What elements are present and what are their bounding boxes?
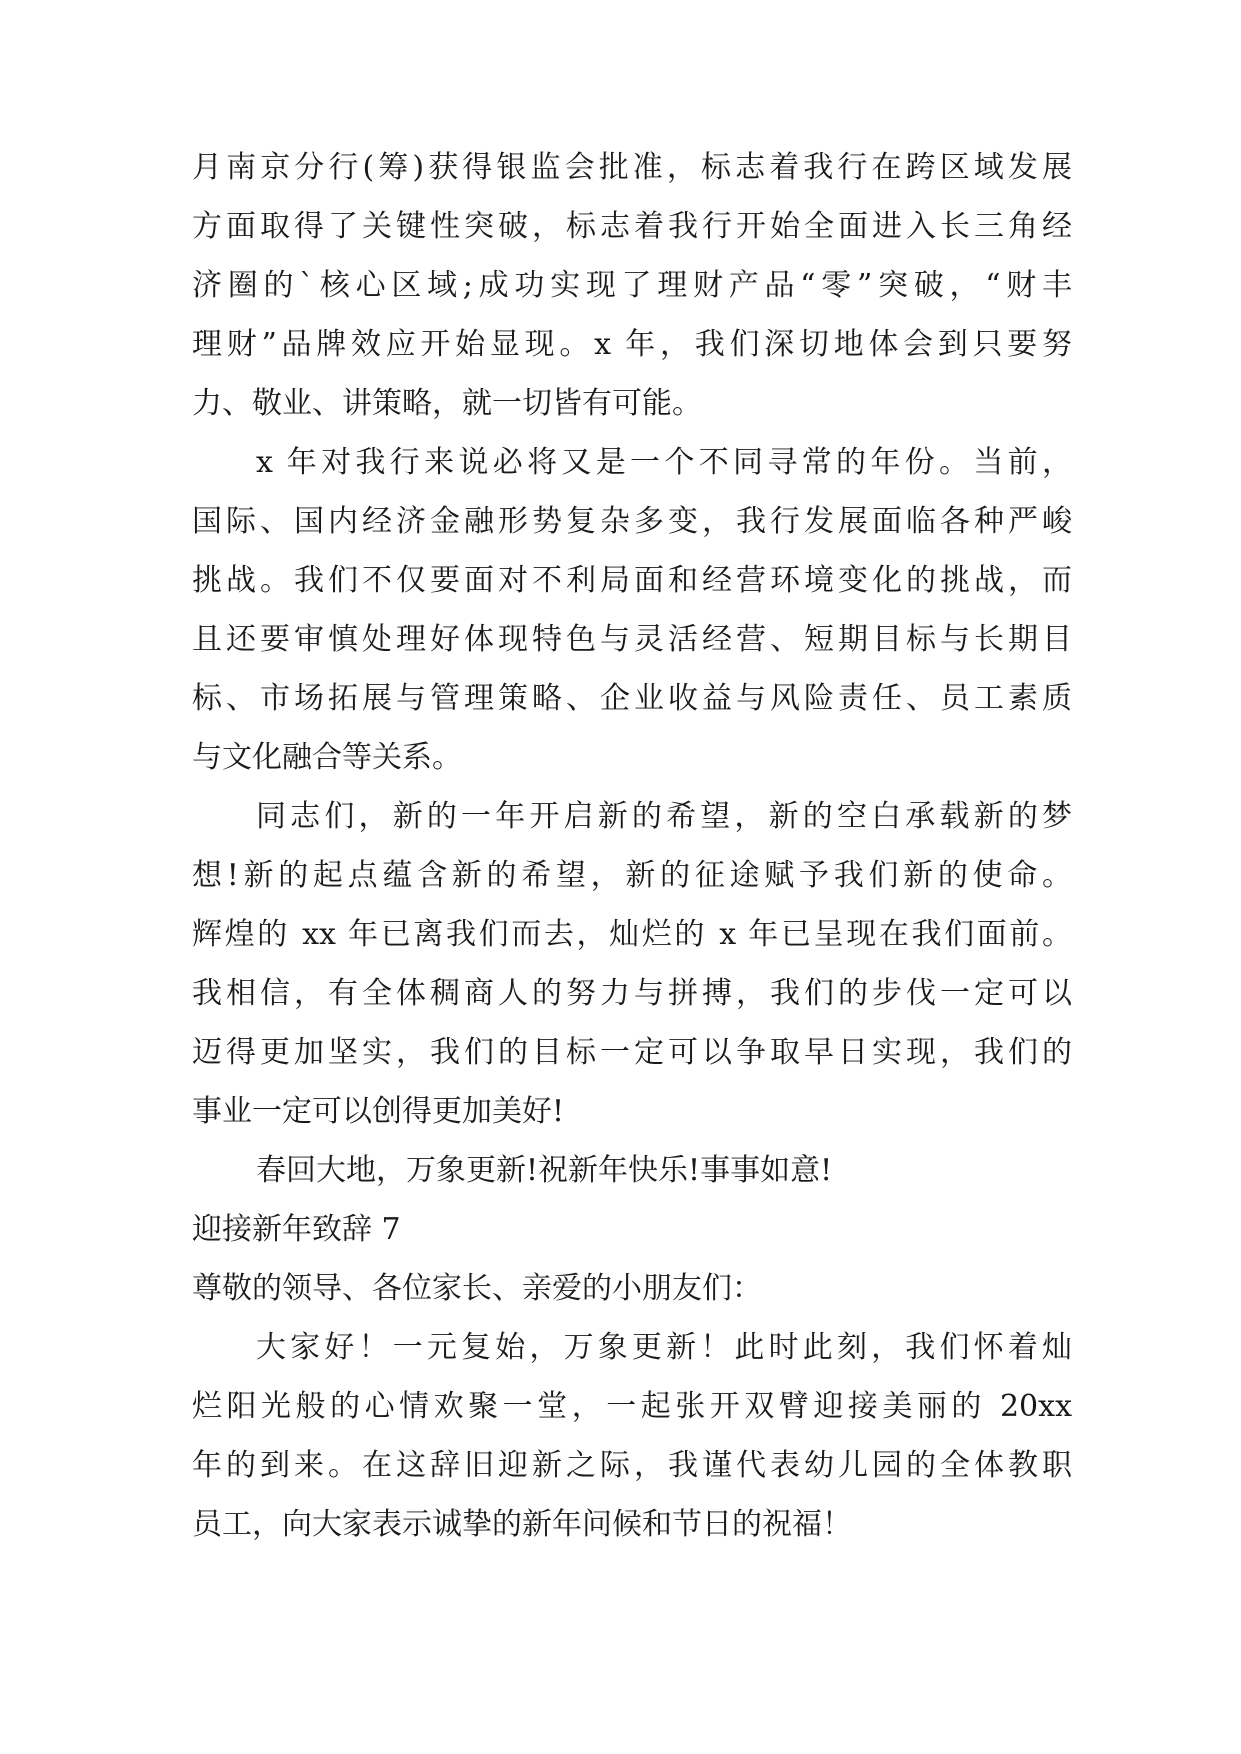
paragraph-2-line-4: 且还要审慎处理好体现特色与灵活经营、短期目标与长期目 bbox=[192, 622, 1072, 657]
paragraph-1-line-4: 理财”品牌效应开始显现。x 年，我们深切地体会到只要努 bbox=[192, 327, 1072, 362]
paragraph-1-line-5: 力、敬业、讲策略，就一切皆有可能。 bbox=[192, 386, 702, 421]
paragraph-2-line-6: 与文化融合等关系。 bbox=[192, 740, 462, 775]
paragraph-3-line-3: 辉煌的 xx 年已离我们而去，灿烂的 x 年已呈现在我们面前。 bbox=[192, 917, 1072, 952]
paragraph-5-line-1: 大家好！一元复始，万象更新！此时此刻，我们怀着灿 bbox=[256, 1330, 1072, 1365]
paragraph-4: 春回大地，万象更新!祝新年快乐!事事如意! bbox=[256, 1153, 833, 1188]
paragraph-1-line-2: 方面取得了关键性突破，标志着我行开始全面进入长三角经 bbox=[192, 209, 1072, 244]
paragraph-2-line-1: x 年对我行来说必将又是一个不同寻常的年份。当前， bbox=[256, 445, 1072, 480]
paragraph-1-line-1: 月南京分行(筹)获得银监会批准，标志着我行在跨区域发展 bbox=[192, 150, 1072, 185]
paragraph-2-line-3: 挑战。我们不仅要面对不利局面和经营环境变化的挑战，而 bbox=[192, 563, 1072, 598]
paragraph-5-line-4: 员工，向大家表示诚挚的新年问候和节日的祝福！ bbox=[192, 1507, 852, 1542]
paragraph-3-line-4: 我相信，有全体稠商人的努力与拼搏，我们的步伐一定可以 bbox=[192, 976, 1072, 1011]
paragraph-2-line-5: 标、市场拓展与管理策略、企业收益与风险责任、员工素质 bbox=[192, 681, 1072, 716]
paragraph-5-line-3: 年的到来。在这辞旧迎新之际，我谨代表幼儿园的全体教职 bbox=[192, 1448, 1072, 1483]
paragraph-3-line-5: 迈得更加坚实，我们的目标一定可以争取早日实现，我们的 bbox=[192, 1035, 1072, 1070]
section-title: 迎接新年致辞 7 bbox=[192, 1212, 401, 1247]
paragraph-5-line-2: 烂阳光般的心情欢聚一堂，一起张开双臂迎接美丽的 20xx bbox=[192, 1389, 1072, 1424]
paragraph-1-line-3: 济圈的`核心区域;成功实现了理财产品“零”突破，“财丰 bbox=[192, 268, 1072, 303]
salutation: 尊敬的领导、各位家长、亲爱的小朋友们： bbox=[192, 1271, 762, 1306]
paragraph-3-line-6: 事业一定可以创得更加美好! bbox=[192, 1094, 565, 1129]
paragraph-3-line-1: 同志们，新的一年开启新的希望，新的空白承载新的梦 bbox=[256, 799, 1072, 834]
paragraph-2-line-2: 国际、国内经济金融形势复杂多变，我行发展面临各种严峻 bbox=[192, 504, 1072, 539]
paragraph-3-line-2: 想!新的起点蕴含新的希望，新的征途赋予我们新的使命。 bbox=[192, 858, 1072, 893]
